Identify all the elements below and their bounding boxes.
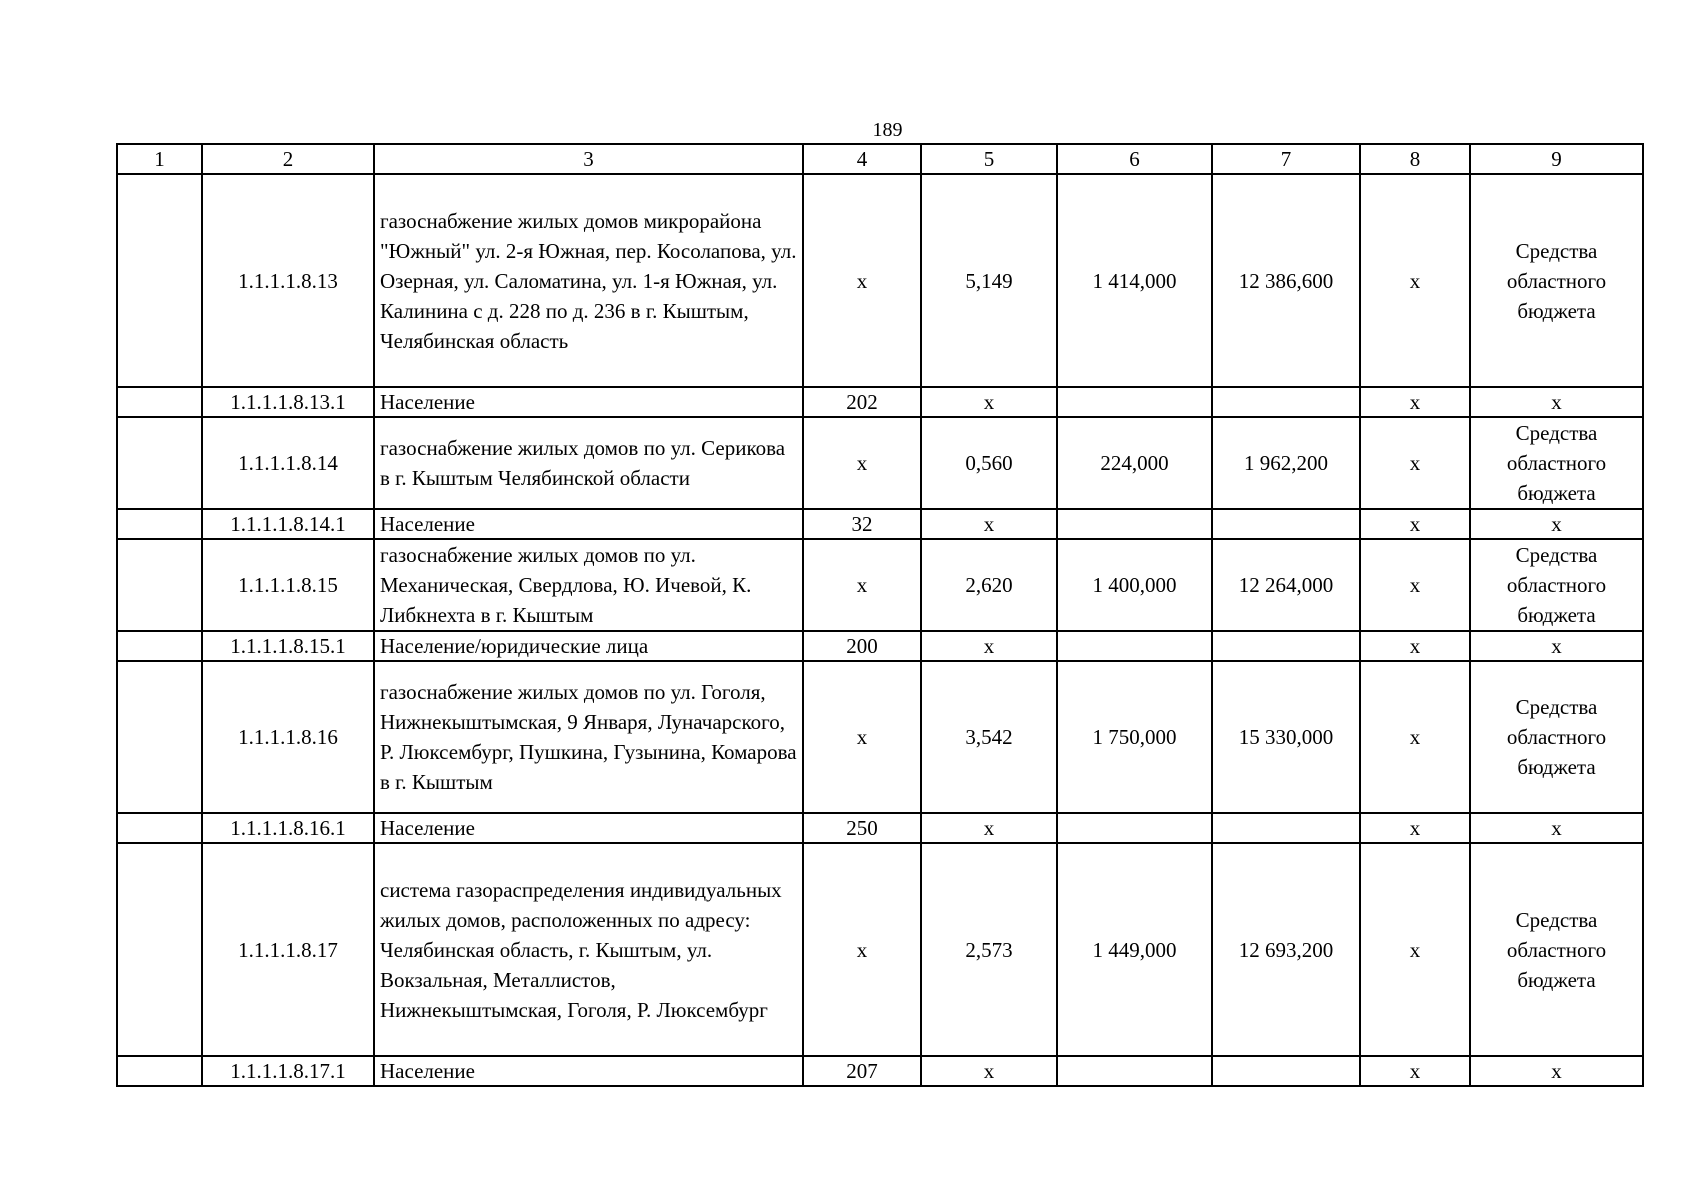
item-col6	[1057, 387, 1212, 417]
table-row	[117, 387, 1643, 417]
header-cell: 5	[921, 144, 1057, 174]
item-col7	[1212, 387, 1360, 417]
budget-table	[116, 143, 1644, 1087]
item-col8: х	[1360, 631, 1470, 661]
table-row	[117, 509, 1643, 539]
funding-source: Средства областного бюджета	[1470, 539, 1643, 631]
funding-source: х	[1470, 813, 1643, 843]
row-blank-cell	[117, 539, 202, 631]
row-blank-cell	[117, 631, 202, 661]
item-col6	[1057, 813, 1212, 843]
item-col7: 15 330,000	[1212, 661, 1360, 813]
header-cell: 2	[202, 144, 374, 174]
row-blank-cell	[117, 417, 202, 509]
item-col5: 3,542	[921, 661, 1057, 813]
item-col8: х	[1360, 813, 1470, 843]
table-row	[117, 417, 1643, 509]
item-description: Население	[374, 387, 803, 417]
item-col6: 1 400,000	[1057, 539, 1212, 631]
item-code: 1.1.1.1.8.14	[202, 417, 374, 509]
header-cell: 6	[1057, 144, 1212, 174]
header-cell: 8	[1360, 144, 1470, 174]
item-col7	[1212, 509, 1360, 539]
item-col4: х	[803, 539, 921, 631]
funding-source: х	[1470, 387, 1643, 417]
item-col5: х	[921, 813, 1057, 843]
funding-source: х	[1470, 1056, 1643, 1086]
item-col4: х	[803, 843, 921, 1056]
table-row	[117, 843, 1643, 1056]
item-description: газоснабжение жилых домов по ул. Механическая, Свердлова, Ю. Ичевой, К. Либкнехта в г. Кыштым	[374, 539, 803, 631]
item-col4: 32	[803, 509, 921, 539]
item-col6	[1057, 631, 1212, 661]
item-col8: х	[1360, 174, 1470, 387]
item-code: 1.1.1.1.8.13	[202, 174, 374, 387]
item-col6: 1 449,000	[1057, 843, 1212, 1056]
item-code: 1.1.1.1.8.16.1	[202, 813, 374, 843]
funding-source: Средства областного бюджета	[1470, 843, 1643, 1056]
table-row	[117, 661, 1643, 813]
item-col7: 1 962,200	[1212, 417, 1360, 509]
header-cell: 4	[803, 144, 921, 174]
table-row	[117, 174, 1643, 387]
page-number: 189	[872, 119, 903, 141]
table-row	[117, 539, 1643, 631]
item-col7	[1212, 631, 1360, 661]
item-col4: 250	[803, 813, 921, 843]
table-row	[117, 813, 1643, 843]
item-col8: х	[1360, 387, 1470, 417]
item-col4: 207	[803, 1056, 921, 1086]
item-col8: х	[1360, 509, 1470, 539]
funding-source: Средства областного бюджета	[1470, 661, 1643, 813]
item-description: Население/юридические лица	[374, 631, 803, 661]
item-col8: х	[1360, 539, 1470, 631]
item-code: 1.1.1.1.8.14.1	[202, 509, 374, 539]
header-cell: 3	[374, 144, 803, 174]
item-description: Население	[374, 509, 803, 539]
item-col5: х	[921, 509, 1057, 539]
item-col4: х	[803, 417, 921, 509]
funding-source: Средства областного бюджета	[1470, 174, 1643, 387]
item-col6: 1 414,000	[1057, 174, 1212, 387]
row-blank-cell	[117, 509, 202, 539]
item-col8: х	[1360, 1056, 1470, 1086]
row-blank-cell	[117, 387, 202, 417]
item-code: 1.1.1.1.8.15	[202, 539, 374, 631]
item-col8: х	[1360, 417, 1470, 509]
item-col8: х	[1360, 661, 1470, 813]
item-col5: 5,149	[921, 174, 1057, 387]
row-blank-cell	[117, 1056, 202, 1086]
funding-source: х	[1470, 631, 1643, 661]
item-description: газоснабжение жилых домов по ул. Серикова в г. Кыштым Челябинской области	[374, 417, 803, 509]
item-col6	[1057, 1056, 1212, 1086]
item-code: 1.1.1.1.8.15.1	[202, 631, 374, 661]
item-col5: 2,620	[921, 539, 1057, 631]
item-col4: х	[803, 661, 921, 813]
item-description: система газораспределения индивидуальных жилых домов, расположенных по адресу: Челябинская область, г. Кыштым, ул. Вокзальная, Металлистов, Нижнекыштымская, Гоголя, Р. Люксембург	[374, 843, 803, 1056]
item-col4: 202	[803, 387, 921, 417]
header-cell: 7	[1212, 144, 1360, 174]
item-description: газоснабжение жилых домов микрорайона "Южный" ул. 2-я Южная, пер. Косолапова, ул. Озерная, ул. Саломатина, ул. 1-я Южная, ул. Калинина с д. 228 по д. 236 в г. Кыштым, Челябинская область	[374, 174, 803, 387]
item-col7	[1212, 1056, 1360, 1086]
item-col7: 12 693,200	[1212, 843, 1360, 1056]
table-row	[117, 631, 1643, 661]
item-col4: 200	[803, 631, 921, 661]
row-blank-cell	[117, 174, 202, 387]
item-col5: х	[921, 387, 1057, 417]
row-blank-cell	[117, 843, 202, 1056]
item-col7: 12 386,600	[1212, 174, 1360, 387]
header-cell: 1	[117, 144, 202, 174]
item-col6	[1057, 509, 1212, 539]
item-code: 1.1.1.1.8.16	[202, 661, 374, 813]
item-col5: 0,560	[921, 417, 1057, 509]
item-description: Население	[374, 1056, 803, 1086]
item-code: 1.1.1.1.8.13.1	[202, 387, 374, 417]
item-col4: х	[803, 174, 921, 387]
item-col5: х	[921, 1056, 1057, 1086]
item-col7	[1212, 813, 1360, 843]
row-blank-cell	[117, 813, 202, 843]
funding-source: Средства областного бюджета	[1470, 417, 1643, 509]
item-col6: 224,000	[1057, 417, 1212, 509]
funding-source: х	[1470, 509, 1643, 539]
item-code: 1.1.1.1.8.17.1	[202, 1056, 374, 1086]
item-col8: х	[1360, 843, 1470, 1056]
item-col5: 2,573	[921, 843, 1057, 1056]
item-col7: 12 264,000	[1212, 539, 1360, 631]
row-blank-cell	[117, 661, 202, 813]
item-col5: х	[921, 631, 1057, 661]
item-code: 1.1.1.1.8.17	[202, 843, 374, 1056]
item-col6: 1 750,000	[1057, 661, 1212, 813]
table-row	[117, 1056, 1643, 1086]
header-cell: 9	[1470, 144, 1643, 174]
header-row	[117, 144, 1643, 174]
item-description: газоснабжение жилых домов по ул. Гоголя, Нижнекыштымская, 9 Января, Луначарского, Р. Люксембург, Пушкина, Гузынина, Комарова в г. Кыштым	[374, 661, 803, 813]
item-description: Население	[374, 813, 803, 843]
